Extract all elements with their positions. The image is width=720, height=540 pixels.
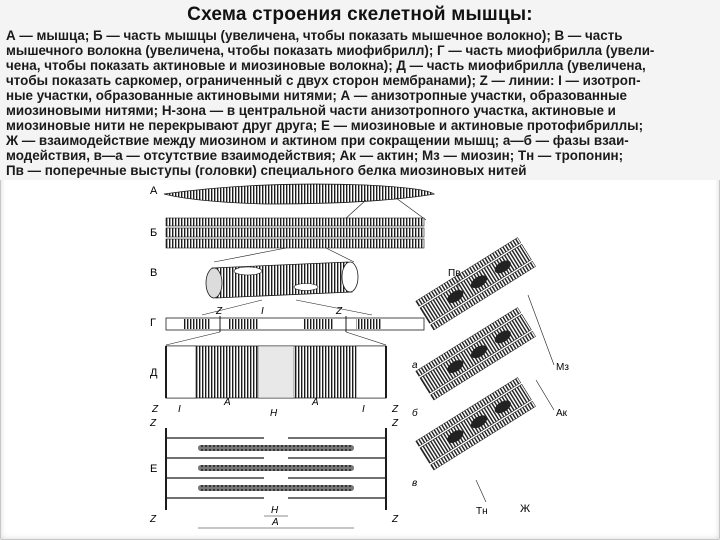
- zoom-line: [344, 200, 366, 220]
- caption-line: мышечного волокна (увеличена, чтобы показать миофибрилл); Г — часть миофибрилла (увели-: [6, 43, 655, 58]
- panel-label-a: А: [150, 185, 158, 197]
- caption-line: чтобы показать саркомер, ограниченный с двух сторон мембранами); Z — линии: I — изотроп-: [6, 73, 641, 88]
- label-z: Z: [392, 418, 399, 429]
- label-z: Z: [216, 306, 223, 317]
- muscle-shape: [164, 184, 434, 204]
- callout-pv: Пв: [448, 268, 461, 279]
- fibre-cylinder: [206, 262, 358, 298]
- caption-line: миозиновые нити не перекрывают друг друга; Е — миозиновые и актиновые протофибриллы;: [6, 118, 644, 133]
- zoom-line: [326, 248, 354, 262]
- filaments: [166, 428, 386, 510]
- caption-line: чена, чтобы показать актиновые и миозиновые волокна); Д — часть миофибрилла (увеличена,: [6, 58, 646, 73]
- zoom-line: [396, 198, 426, 220]
- phase-v: в: [412, 478, 418, 489]
- caption-line: миозиновыми нитями; Н-зона — в центральной части анизотропного участка, актиновые и: [6, 103, 616, 118]
- panel-label-b: Б: [150, 227, 158, 239]
- label-z: Z: [336, 306, 343, 317]
- label-z: Z: [152, 404, 159, 415]
- caption-text: [6, 28, 714, 178]
- myofibril: [166, 316, 424, 332]
- zoom-line: [166, 332, 220, 345]
- label-i: I: [261, 306, 264, 317]
- caption-line: Пв — поперечные выступы (головки) специального белка миозиновых нитей: [6, 163, 527, 178]
- panel-label-v: В: [150, 267, 158, 279]
- zoom-line: [202, 300, 262, 315]
- label-a: A: [312, 397, 319, 408]
- sarcomere: [166, 346, 386, 398]
- zoom-line: [296, 300, 372, 315]
- interaction-panel: [416, 238, 554, 502]
- label-a: A: [224, 397, 231, 408]
- label-h: H: [270, 408, 278, 419]
- caption-title: Схема строения скелетной мышцы:: [187, 4, 533, 25]
- label-z: Z: [392, 404, 399, 415]
- phase-a: а: [412, 360, 418, 371]
- caption-block: [0, 0, 720, 180]
- panel-label-d: Д: [150, 367, 158, 379]
- panel-label-g: Г: [150, 317, 156, 329]
- fibre-bundle: [166, 218, 424, 248]
- zoom-line: [346, 332, 386, 345]
- zoom-line: [214, 248, 286, 262]
- phase-b: б: [412, 408, 418, 419]
- panel-label-zh: Ж: [520, 503, 531, 515]
- label-z: Z: [150, 418, 157, 429]
- label-z: Z: [150, 514, 157, 525]
- label-z: Z: [392, 514, 399, 525]
- caption-line: ные участки, образованные актиновыми нитями; А — анизотропные участки, образованные: [6, 88, 627, 103]
- caption-line: модействия, в—а — отсутствие взаимодействия; Ак — актин; Мз — миозин; Тн — тропонин;: [6, 148, 624, 163]
- muscle-diagram: [136, 180, 712, 536]
- label-i: I: [178, 404, 181, 415]
- caption-line: А — мышца; Б — часть мышцы (увеличена, чтобы показать мышечное волокно); В — часть: [6, 28, 623, 43]
- callout-tn: Тн: [476, 506, 488, 517]
- label-h: H: [271, 505, 279, 516]
- label-a: A: [272, 517, 279, 528]
- label-i: I: [362, 404, 365, 415]
- callout-mz: Мз: [556, 362, 569, 373]
- panel-label-e: Е: [150, 463, 158, 475]
- caption-line: Ж — взаимодействие между миозином и актином при сокращении мышц; а—б — фазы взаи-: [6, 133, 629, 148]
- callout-ak: Ак: [556, 408, 568, 419]
